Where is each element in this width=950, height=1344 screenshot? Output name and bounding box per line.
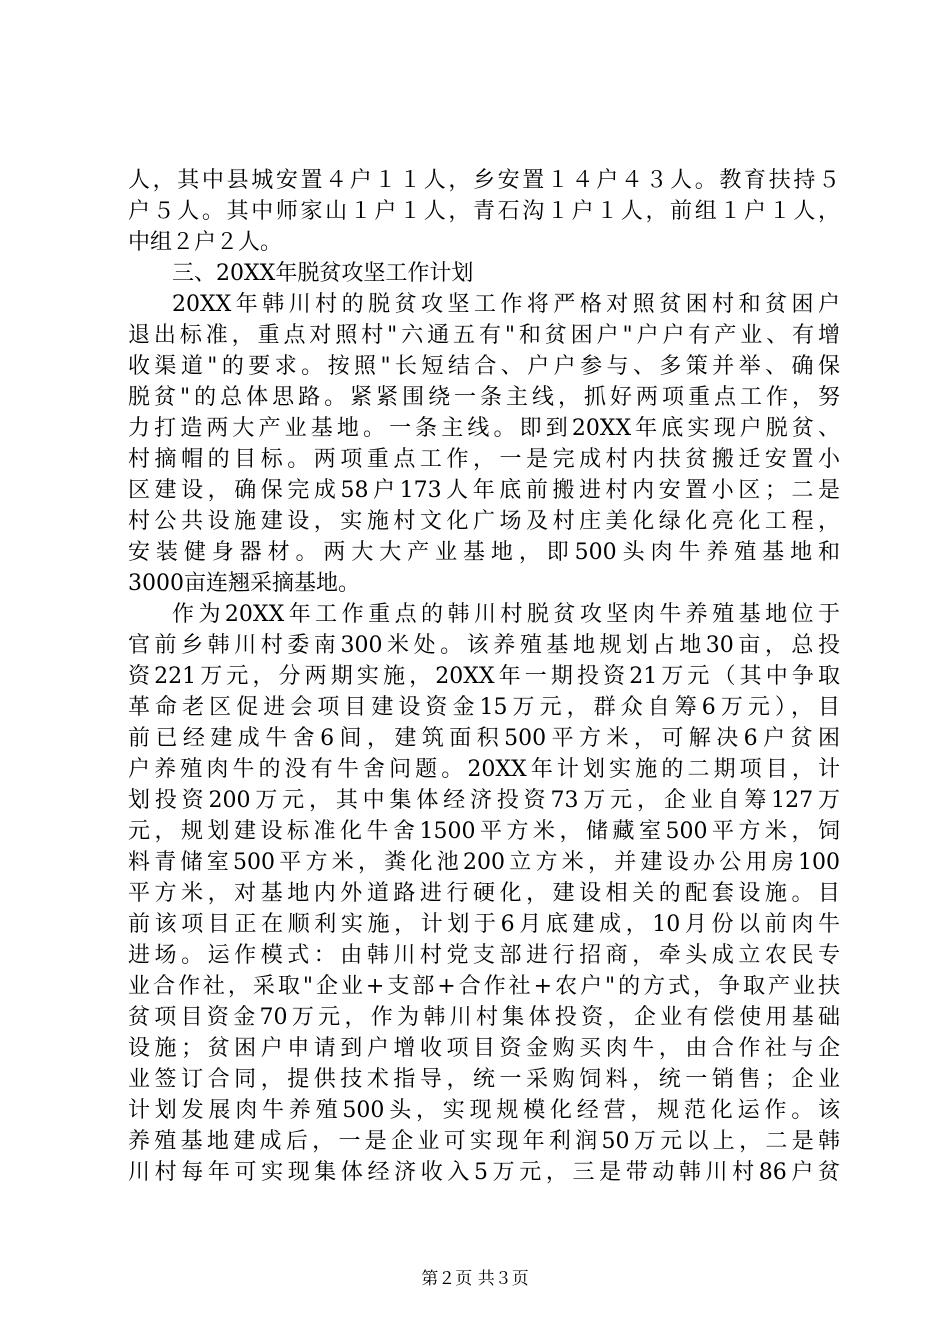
text-line: 进场。运作模式：由韩川村党支部进行招商，牵头成立农民专	[128, 943, 840, 968]
text-line: 官前乡韩川村委南300米处。该养殖基地规划占地30亩，总投	[128, 633, 840, 658]
text-line: 前该项目正在顺利实施，计划于6月底建成，10月份以前肉牛	[128, 912, 840, 937]
text-line: 安装健身器材。两大大产业基地，即500头肉牛养殖基地和	[128, 540, 840, 565]
text-line: 户养殖肉牛的没有牛舍问题。20XX年计划实施的二期项目，计	[128, 757, 840, 782]
section-heading: 三、20XX年脱贫攻坚工作计划	[172, 261, 474, 286]
text-line: 3000亩连翘采摘基地。	[128, 571, 360, 596]
text-line: 脱贫"的总体思路。紧紧围绕一条主线，抓好两项重点工作，努	[128, 385, 840, 410]
text-line: 区建设，确保完成58户173人年底前搬进村内安置小区；二是	[128, 478, 840, 503]
text-line: 设施；贫困户申请到户增收项目资金购买肉牛，由合作社与企	[128, 1036, 840, 1061]
text-line: 元，规划建设标准化牛舍1500平方米，储藏室500平方米，饲	[128, 819, 840, 844]
text-line: 川村每年可实现集体经济收入5万元，三是带动韩川村86户贫	[128, 1160, 840, 1185]
text-line: 人，其中县城安置４户１１人，乡安置１４户４３人。教育扶持５	[128, 168, 840, 193]
text-line: 养殖基地建成后，一是企业可实现年利润50万元以上，二是韩	[128, 1129, 840, 1154]
text-line: 资221万元，分两期实施，20XX年一期投资21万元（其中争取	[128, 664, 840, 689]
text-line: 业合作社，采取"企业+支部+合作社+农户"的方式，争取产业扶	[128, 974, 840, 999]
page-footer: 第２页 共３页	[421, 1269, 529, 1289]
text-line: 业签订合同，提供技术指导，统一采购饲料，统一销售；企业	[128, 1067, 840, 1092]
text-line: 退出标准，重点对照村"六通五有"和贫困户"户户有产业、有增	[128, 323, 840, 348]
text-line: 革命老区促进会项目建设资金15万元，群众自筹6万元），目	[128, 695, 840, 720]
text-line: 村摘帽的目标。两项重点工作，一是完成村内扶贫搬迁安置小	[128, 447, 840, 472]
text-line: 收渠道"的要求。按照"长短结合、户户参与、多策并举、确保	[128, 354, 840, 379]
body-text	[128, 165, 840, 1188]
text-line: 户５人。其中师家山１户１人，青石沟１户１人，前组１户１人，	[128, 199, 840, 224]
text-line: 料青储室500平方米，粪化池200立方米，并建设办公用房100	[128, 850, 840, 875]
text-line: 中组２户２人。	[128, 230, 283, 255]
text-line: 平方米，对基地内外道路进行硬化，建设相关的配套设施。目	[128, 881, 840, 906]
text-line: 力打造两大产业基地。一条主线。即到20XX年底实现户脱贫、	[128, 416, 840, 441]
text-line: 计划发展肉牛养殖500头，实现规模化经营，规范化运作。该	[128, 1098, 840, 1123]
text-line: 20XX年韩川村的脱贫攻坚工作将严格对照贫困村和贫困户	[172, 292, 840, 317]
text-line: 划投资200万元，其中集体经济投资73万元，企业自筹127万	[128, 788, 840, 813]
text-line: 前已经建成牛舍6间，建筑面积500平方米，可解决6户贫困	[128, 726, 840, 751]
text-line: 作为20XX年工作重点的韩川村脱贫攻坚肉牛养殖基地位于	[172, 602, 840, 627]
text-line: 贫项目资金70万元，作为韩川村集体投资，企业有偿使用基础	[128, 1005, 840, 1030]
text-line: 村公共设施建设，实施村文化广场及村庄美化绿化亮化工程，	[128, 509, 840, 534]
